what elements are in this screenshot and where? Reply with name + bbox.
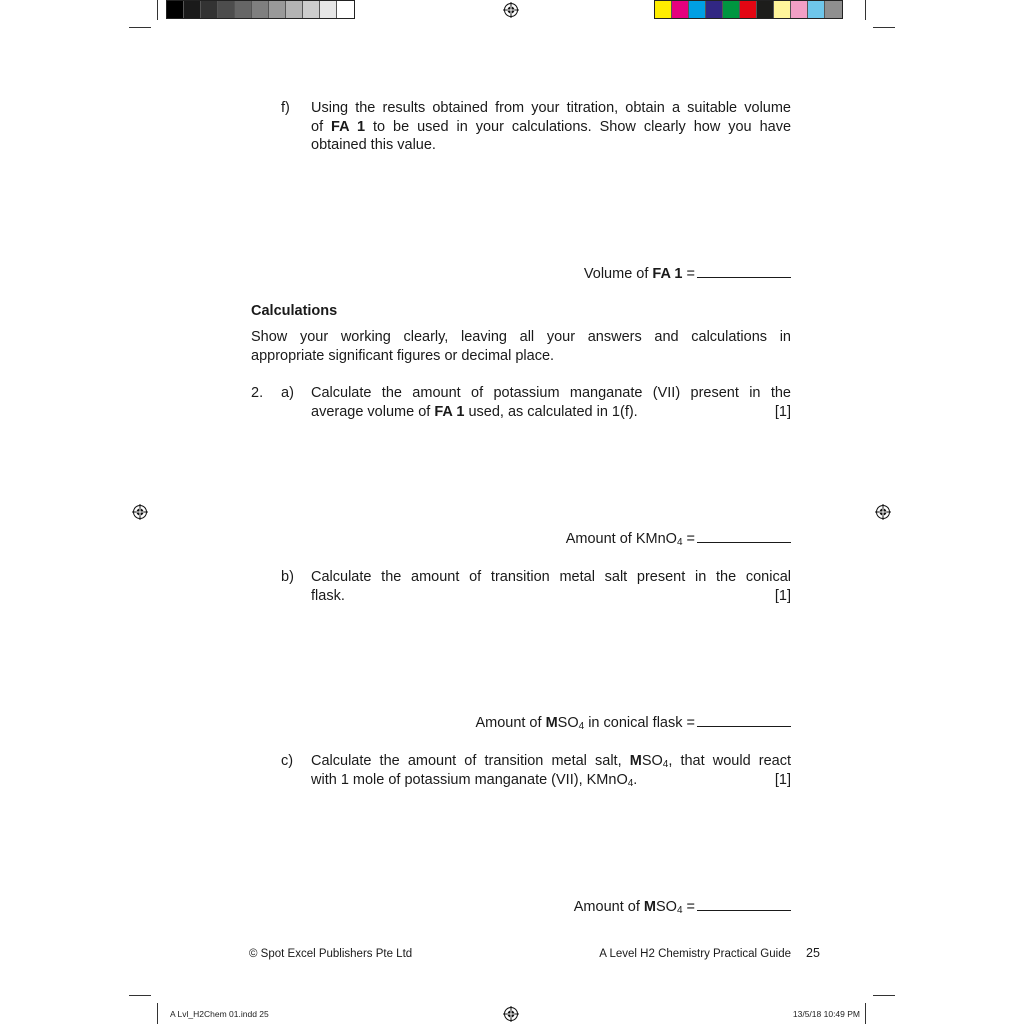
question-2c-line-2: with 1 mole of potassium manganate (VII), KMnO$_4$. [1]	[311, 771, 791, 789]
answer-blank[interactable]	[697, 715, 791, 727]
answer-blank[interactable]	[697, 531, 791, 543]
color-swatch-9	[791, 1, 808, 18]
color-swatch-2	[672, 1, 689, 18]
color-swatch-4	[706, 1, 723, 18]
marks-label: [1]	[774, 403, 791, 420]
color-swatch-5	[723, 1, 740, 18]
kmno4-answer-line: Amount of KMnO$_4$ =	[450, 530, 791, 549]
question-2c-line-1: Calculate the amount of transition metal salt, $MSO_4$, that would react	[311, 753, 791, 770]
registration-mark-icon	[875, 504, 891, 520]
calculations-intro-line-1: Show your working clearly, leaving all your answers and calculations in	[251, 329, 791, 345]
process-color-bar	[654, 0, 843, 19]
color-swatch-1	[655, 1, 672, 18]
question-1f-label: f)	[281, 100, 290, 116]
question-2b-line-1: Calculate the amount of transition metal salt present in the conical	[311, 569, 791, 585]
calculations-heading: Calculations	[251, 303, 338, 319]
question-2a-label: a)	[281, 385, 294, 401]
gray-swatch-9	[303, 1, 320, 18]
answer-blank[interactable]	[697, 899, 791, 911]
gray-swatch-8	[286, 1, 303, 18]
color-swatch-8	[774, 1, 791, 18]
gray-swatch-6	[252, 1, 269, 18]
question-2b-label: b)	[281, 569, 294, 585]
question-2a-text	[311, 384, 791, 421]
mso4-flask-answer-line: Amount of $MSO_4$ in conical flask =	[380, 714, 791, 733]
question-2c-text	[311, 752, 791, 789]
gray-swatch-3	[201, 1, 218, 18]
gray-swatch-1	[167, 1, 184, 18]
question-2a-line-1: Calculate the amount of potassium manganate (VII) present in the	[311, 385, 791, 401]
registration-mark-icon	[503, 1006, 519, 1022]
question-2a-line-2: average volume of FA 1 used, as calculated in 1(f). [1]	[311, 403, 791, 420]
question-1f-line-2: of FA 1 to be used in your calculations. Show clearly how you have	[311, 118, 792, 135]
color-swatch-3	[689, 1, 706, 18]
question-2c-label: c)	[281, 753, 294, 769]
gray-swatch-10	[320, 1, 337, 18]
marks-label: [1]	[774, 587, 791, 604]
question-2-number: 2.	[251, 385, 264, 401]
volume-answer-line: Volume of FA 1 =	[450, 265, 791, 284]
answer-blank[interactable]	[697, 266, 791, 278]
registration-mark-icon	[132, 504, 148, 520]
gray-swatch-5	[235, 1, 252, 18]
calculations-intro-line-2: appropriate significant figures or decimal place.	[251, 347, 555, 364]
question-1f-line-3: obtained this value.	[311, 137, 436, 153]
color-swatch-10	[808, 1, 825, 18]
footer-book-title: A Level H2 Chemistry Practical Guide	[599, 948, 791, 960]
gray-swatch-2	[184, 1, 201, 18]
color-swatch-11	[825, 1, 842, 18]
gray-swatch-11	[337, 1, 354, 18]
slug-date: 13/5/18 10:49 PM	[792, 1009, 860, 1019]
grayscale-color-bar	[166, 0, 355, 19]
question-1f-line-1: Using the results obtained from your titration, obtain a suitable volume	[311, 100, 791, 116]
color-swatch-7	[757, 1, 774, 18]
page-number: 25	[806, 946, 820, 960]
gray-swatch-4	[218, 1, 235, 18]
question-1f-text	[311, 99, 791, 155]
slug-file-name: A Lvl_H2Chem 01.indd 25	[170, 1009, 269, 1019]
calculations-intro	[251, 328, 791, 365]
question-2b-text	[311, 568, 791, 605]
footer-copyright: © Spot Excel Publishers Pte Ltd	[249, 948, 413, 960]
gray-swatch-7	[269, 1, 286, 18]
registration-mark-icon	[503, 2, 519, 18]
question-2b-line-2: flask. [1]	[311, 587, 791, 604]
marks-label: [1]	[774, 771, 791, 788]
mso4-answer-line: Amount of $MSO_4$ =	[450, 898, 791, 917]
color-swatch-6	[740, 1, 757, 18]
